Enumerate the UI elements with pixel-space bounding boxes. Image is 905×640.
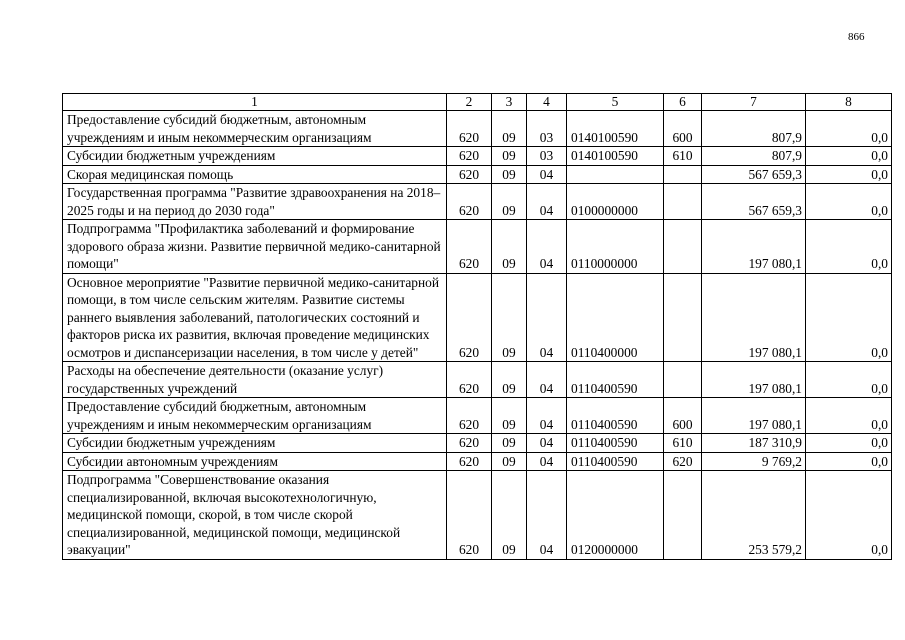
target-article-cell: 0110400000 [567, 273, 664, 362]
row-name-cell: Скорая медицинская помощь [63, 165, 447, 184]
row-name-cell: Субсидии бюджетным учреждениям [63, 434, 447, 453]
column-header: 8 [806, 94, 892, 111]
table-row [63, 434, 892, 453]
amount-cell: 567 659,3 [702, 165, 806, 184]
row-name-cell: Подпрограмма "Совершенствование оказания специализированной, включая высокотехнологичную, медицинской помощи, скорой, в том числе скорой специализированной, медицинской помощи, медицинской эвакуации" [63, 471, 447, 560]
amount-cell: 187 310,9 [702, 434, 806, 453]
ministry-code-cell: 620 [447, 471, 492, 560]
target-article-cell: 0140100590 [567, 111, 664, 147]
target-article-cell: 0140100590 [567, 147, 664, 166]
row-name-cell: Государственная программа "Развитие здравоохранения на 2018–2025 годы и на период до 2030 года" [63, 184, 447, 220]
ministry-code-cell: 620 [447, 362, 492, 398]
expense-type-cell [664, 273, 702, 362]
column-header: 7 [702, 94, 806, 111]
subsection-cell: 04 [527, 220, 567, 274]
ministry-code-cell: 620 [447, 452, 492, 471]
target-article-cell: 0110400590 [567, 398, 664, 434]
amount-2-cell: 0,0 [806, 220, 892, 274]
row-name-cell: Подпрограмма "Профилактика заболеваний и формирование здорового образа жизни. Развитие первичной медико-санитарной помощи" [63, 220, 447, 274]
table-row [63, 398, 892, 434]
page-number: 866 [848, 31, 865, 43]
amount-2-cell: 0,0 [806, 471, 892, 560]
row-name-cell: Предоставление субсидий бюджетным, автономным учреждениям и иным некоммерческим организациям [63, 398, 447, 434]
target-article-cell: 0110400590 [567, 362, 664, 398]
table-row [63, 165, 892, 184]
amount-2-cell: 0,0 [806, 452, 892, 471]
row-name-cell: Субсидии автономным учреждениям [63, 452, 447, 471]
expense-type-cell: 610 [664, 147, 702, 166]
column-header: 6 [664, 94, 702, 111]
column-header: 2 [447, 94, 492, 111]
subsection-cell: 03 [527, 111, 567, 147]
ministry-code-cell: 620 [447, 111, 492, 147]
header-row [63, 94, 892, 111]
table-row [63, 147, 892, 166]
expense-type-cell [664, 220, 702, 274]
target-article-cell: 0120000000 [567, 471, 664, 560]
subsection-cell: 04 [527, 362, 567, 398]
target-article-cell: 0110000000 [567, 220, 664, 274]
amount-cell: 253 579,2 [702, 471, 806, 560]
column-header: 5 [567, 94, 664, 111]
ministry-code-cell: 620 [447, 398, 492, 434]
column-header: 4 [527, 94, 567, 111]
amount-cell: 197 080,1 [702, 362, 806, 398]
row-name-cell: Субсидии бюджетным учреждениям [63, 147, 447, 166]
amount-2-cell: 0,0 [806, 362, 892, 398]
row-name-cell: Расходы на обеспечение деятельности (оказание услуг) государственных учреждений [63, 362, 447, 398]
table-row [63, 362, 892, 398]
column-header: 3 [492, 94, 527, 111]
section-cell: 09 [492, 165, 527, 184]
section-cell: 09 [492, 471, 527, 560]
section-cell: 09 [492, 184, 527, 220]
expense-type-cell [664, 362, 702, 398]
expense-type-cell: 600 [664, 111, 702, 147]
target-article-cell [567, 165, 664, 184]
expense-type-cell: 620 [664, 452, 702, 471]
expense-type-cell [664, 184, 702, 220]
ministry-code-cell: 620 [447, 147, 492, 166]
ministry-code-cell: 620 [447, 434, 492, 453]
table-row [63, 220, 892, 274]
section-cell: 09 [492, 434, 527, 453]
ministry-code-cell: 620 [447, 184, 492, 220]
amount-cell: 9 769,2 [702, 452, 806, 471]
amount-2-cell: 0,0 [806, 111, 892, 147]
expense-type-cell [664, 165, 702, 184]
subsection-cell: 04 [527, 471, 567, 560]
amount-2-cell: 0,0 [806, 398, 892, 434]
amount-cell: 807,9 [702, 111, 806, 147]
section-cell: 09 [492, 111, 527, 147]
table-row [63, 184, 892, 220]
amount-cell: 567 659,3 [702, 184, 806, 220]
section-cell: 09 [492, 452, 527, 471]
amount-2-cell: 0,0 [806, 273, 892, 362]
ministry-code-cell: 620 [447, 273, 492, 362]
section-cell: 09 [492, 220, 527, 274]
amount-cell: 197 080,1 [702, 273, 806, 362]
table-row [63, 471, 892, 560]
subsection-cell: 04 [527, 398, 567, 434]
section-cell: 09 [492, 147, 527, 166]
section-cell: 09 [492, 398, 527, 434]
amount-2-cell: 0,0 [806, 184, 892, 220]
ministry-code-cell: 620 [447, 220, 492, 274]
amount-cell: 807,9 [702, 147, 806, 166]
subsection-cell: 04 [527, 434, 567, 453]
table-body [63, 94, 892, 560]
subsection-cell: 04 [527, 165, 567, 184]
amount-2-cell: 0,0 [806, 147, 892, 166]
target-article-cell: 0110400590 [567, 452, 664, 471]
column-header: 1 [63, 94, 447, 111]
table-row [63, 273, 892, 362]
ministry-code-cell: 620 [447, 165, 492, 184]
subsection-cell: 04 [527, 184, 567, 220]
amount-2-cell: 0,0 [806, 434, 892, 453]
expense-type-cell [664, 471, 702, 560]
expense-type-cell: 610 [664, 434, 702, 453]
section-cell: 09 [492, 273, 527, 362]
row-name-cell: Предоставление субсидий бюджетным, автономным учреждениям и иным некоммерческим организациям [63, 111, 447, 147]
subsection-cell: 04 [527, 452, 567, 471]
amount-cell: 197 080,1 [702, 220, 806, 274]
target-article-cell: 0110400590 [567, 434, 664, 453]
expense-type-cell: 600 [664, 398, 702, 434]
section-cell: 09 [492, 362, 527, 398]
subsection-cell: 04 [527, 273, 567, 362]
amount-2-cell: 0,0 [806, 165, 892, 184]
target-article-cell: 0100000000 [567, 184, 664, 220]
amount-cell: 197 080,1 [702, 398, 806, 434]
subsection-cell: 03 [527, 147, 567, 166]
table-row [63, 452, 892, 471]
budget-table [62, 93, 892, 560]
row-name-cell: Основное мероприятие "Развитие первичной медико-санитарной помощи, в том числе сельским жителям. Развитие системы раннего выявления заболеваний, патологических состояний и факторов риска их развития, включая проведение медицинских осмотров и диспансеризации населения, в том числе у детей" [63, 273, 447, 362]
table-row [63, 111, 892, 147]
